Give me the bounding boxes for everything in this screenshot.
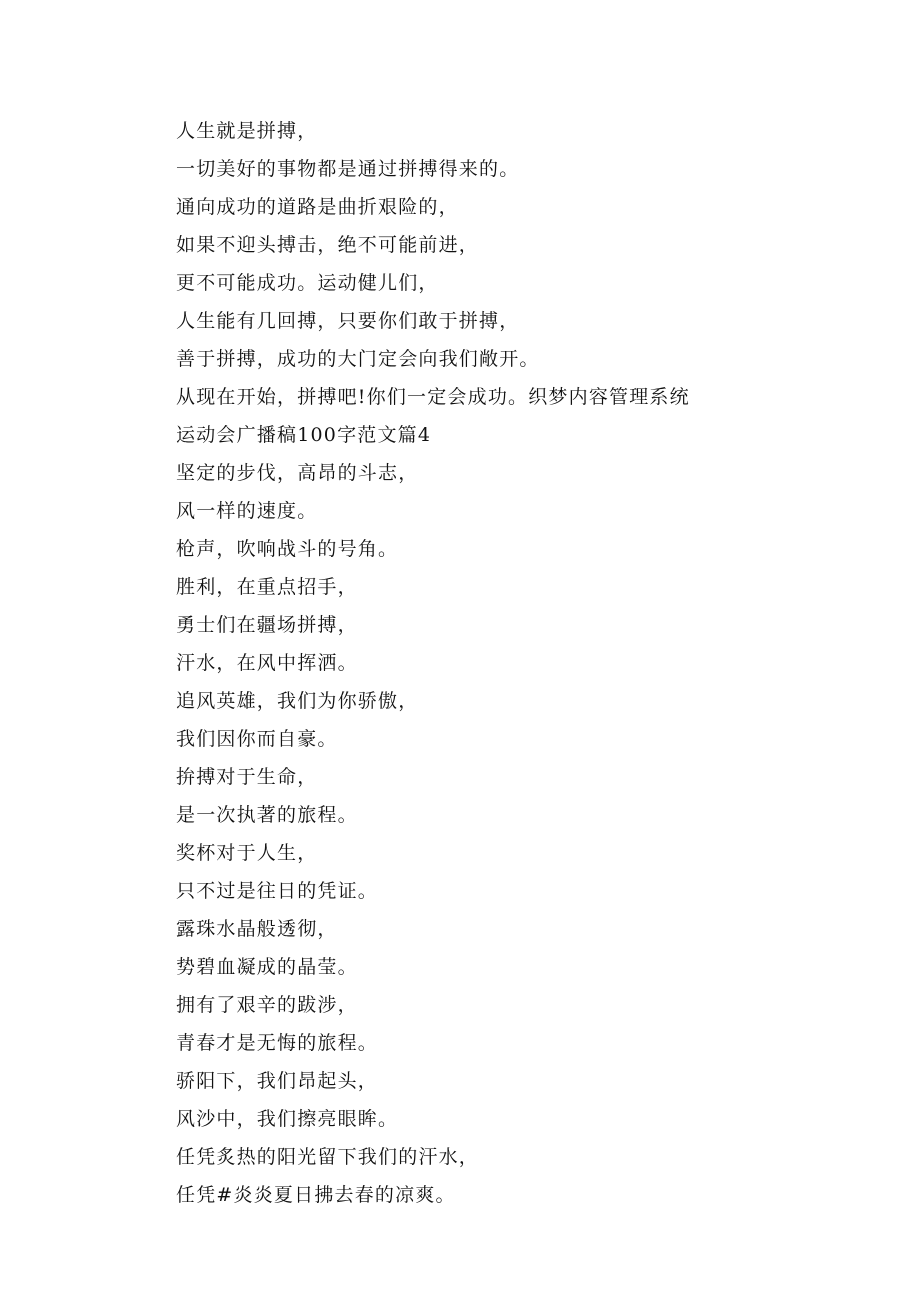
text-line: 胜利，在重点招手， bbox=[176, 576, 358, 598]
text-line: 一切美好的事物都是通过拼搏得来的。 bbox=[176, 158, 520, 180]
text-line: 拚搏对于生命， bbox=[176, 766, 318, 788]
text-line: 奖杯对于人生， bbox=[176, 842, 318, 864]
text-line: 风一样的速度。 bbox=[176, 500, 318, 522]
text-line: 任凭炙热的阳光留下我们的汗水， bbox=[176, 1146, 480, 1168]
text-line: 露珠水晶般透彻， bbox=[176, 918, 338, 940]
text-line: 骄阳下，我们昂起头， bbox=[176, 1070, 379, 1092]
text-line: 从现在开始，拼搏吧!你们一定会成功。织梦内容管理系统 bbox=[176, 386, 690, 408]
text-line: 通向成功的道路是曲折艰险的， bbox=[176, 196, 459, 218]
text-line: 人生就是拼搏， bbox=[176, 120, 318, 142]
text-line: 是一次执著的旅程。 bbox=[176, 804, 358, 826]
text-line: 只不过是往日的凭证。 bbox=[176, 880, 379, 902]
section-heading: 运动会广播稿100字范文篇4 bbox=[176, 424, 432, 446]
text-line: 人生能有几回搏，只要你们敢于拼搏， bbox=[176, 310, 520, 332]
text-line: 我们因你而自豪。 bbox=[176, 728, 338, 750]
text-line: 如果不迎头搏击，绝不可能前进， bbox=[176, 234, 480, 256]
document-body bbox=[176, 112, 876, 1214]
text-line: 拥有了艰辛的跋涉， bbox=[176, 994, 358, 1016]
text-line: 青春才是无悔的旅程。 bbox=[176, 1032, 379, 1054]
text-line: 风沙中，我们擦亮眼眸。 bbox=[176, 1108, 399, 1130]
text-line: 更不可能成功。运动健儿们， bbox=[176, 272, 439, 294]
text-line: 追风英雄，我们为你骄傲， bbox=[176, 690, 419, 712]
text-line: 任凭#炎炎夏日拂去春的凉爽。 bbox=[176, 1184, 456, 1206]
text-line: 枪声，吹响战斗的号角。 bbox=[176, 538, 399, 560]
text-line: 汗水，在风中挥洒。 bbox=[176, 652, 358, 674]
text-line: 坚定的步伐，高昂的斗志， bbox=[176, 462, 419, 484]
text-line: 勇士们在疆场拼搏， bbox=[176, 614, 358, 636]
text-line: 善于拼搏，成功的大门定会向我们敞开。 bbox=[176, 348, 540, 370]
text-line: 势碧血凝成的晶莹。 bbox=[176, 956, 358, 978]
